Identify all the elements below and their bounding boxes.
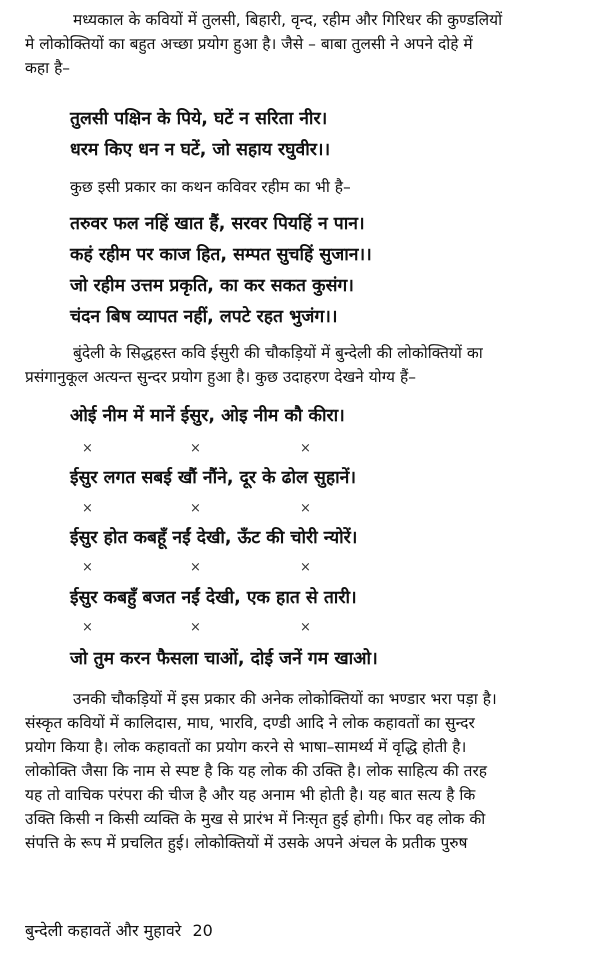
cross-mark: × <box>300 560 311 575</box>
paragraph-rahim-intro: कुछ इसी प्रकार का कथन कविवर रहीम का भी है– <box>70 178 351 196</box>
text-line: संपत्ति के रूप में प्रचलित हुई। लोकोक्तियों में उसके अपने अंचल के प्रतीक पुरुष <box>25 834 468 852</box>
cross-mark: × <box>82 501 93 516</box>
example-line: ओई नीम में मानें ईसुर, ओइ नीम कौ कीरा। <box>70 406 345 426</box>
text-line: संस्कृत कवियों में कालिदास, माघ, भारवि, दण्डी आदि ने लोक कहावतों का सुन्दर <box>25 714 475 732</box>
paragraph-conclusion <box>25 687 583 855</box>
cross-mark: × <box>190 501 201 516</box>
cross-mark: × <box>300 441 311 456</box>
cross-mark: × <box>190 620 201 635</box>
text-line: लोकोक्ति जैसा कि नाम से स्पष्ट है कि यह लोक की उक्ति है। लोक साहित्य की तरह <box>25 762 488 780</box>
page-footer <box>25 921 213 941</box>
cross-mark: × <box>300 501 311 516</box>
cross-mark: × <box>82 560 93 575</box>
separator-crosses <box>0 501 600 517</box>
cross-mark: × <box>82 620 93 635</box>
text-line: बुंदेली के सिद्धहस्त कवि ईसुरी की चौकड़ियों में बुन्देली की लोकोक्तियों का <box>73 344 483 362</box>
cross-mark: × <box>300 620 311 635</box>
verse-line: जो रहीम उत्तम प्रकृति, का कर सकत कुसंग। <box>70 276 354 296</box>
text-line: प्रसंगानुकूल अत्यन्त सुन्दर प्रयोग हुआ है। कुछ उदाहरण देखने योग्य हैं– <box>25 368 416 386</box>
verse-line: तरुवर फल नहिं खात हैं, सरवर पियहिं न पान। <box>70 214 365 234</box>
text-line: कहा है– <box>25 59 71 77</box>
verse-tulsi <box>70 104 590 166</box>
verse-line: चंदन बिष व्यापत नहीं, लपटे रहत भुजंग।। <box>70 307 338 327</box>
cross-mark: × <box>190 441 201 456</box>
paragraph-isuri <box>25 341 583 389</box>
example-line: ईसुर लगत सबई खौं नौंने, दूर के ढोल सुहानें। <box>70 468 357 488</box>
paragraph-intro <box>25 8 583 80</box>
verse-line: धरम किए धन न घटें, जो सहाय रघुवीर।। <box>70 140 331 160</box>
verse-line: कहं रहीम पर काज हित, सम्पत सुचहिं सुजान।। <box>70 245 372 265</box>
separator-crosses <box>0 560 600 576</box>
example-line: जो तुम करन फैसला चाओं, दोई जनें गम खाओ। <box>70 649 378 669</box>
book-title: बुन्देली कहावतें और मुहावरे <box>25 921 182 940</box>
verse-rahim <box>70 209 590 333</box>
text-line: प्रयोग किया है। लोक कहावतों का प्रयोग करने से भाषा–सामर्थ्य में वृद्धि होती है। <box>25 738 467 756</box>
verse-line: तुलसी पक्षिन के पिये, घटें न सरिता नीर। <box>70 109 328 129</box>
separator-crosses <box>0 620 600 636</box>
text-line: यह तो वाचिक परंपरा की चीज है और यह अनाम भी होती है। यह बात सत्य है कि <box>25 786 476 804</box>
cross-mark: × <box>82 441 93 456</box>
text-line: मे लोकोक्तियों का बहुत अच्छा प्रयोग हुआ है। जैसे – बाबा तुलसी ने अपने दोहे में <box>25 35 473 53</box>
example-line: ईसुर होत कबहूँ नईं देखी, ऊँट की चोरी न्योरें। <box>70 528 358 548</box>
example-line: ईसुर कबहुँ बजत नईं देखी, एक हात से तारी। <box>70 588 357 608</box>
page-number: 20 <box>192 921 213 940</box>
text-line: मध्यकाल के कवियों में तुलसी, बिहारी, वृन्द, रहीम और गिरिधर की कुण्डलियों <box>73 11 503 29</box>
cross-mark: × <box>190 560 201 575</box>
separator-crosses <box>0 441 600 457</box>
text-line: उक्ति किसी न किसी व्यक्ति के मुख से प्रारंभ में निःसृत हुई होगी। फिर वह लोक की <box>25 810 486 828</box>
text-line: उनकी चौकड़ियों में इस प्रकार की अनेक लोकोक्तियों का भण्डार भरा पड़ा है। <box>73 690 497 708</box>
